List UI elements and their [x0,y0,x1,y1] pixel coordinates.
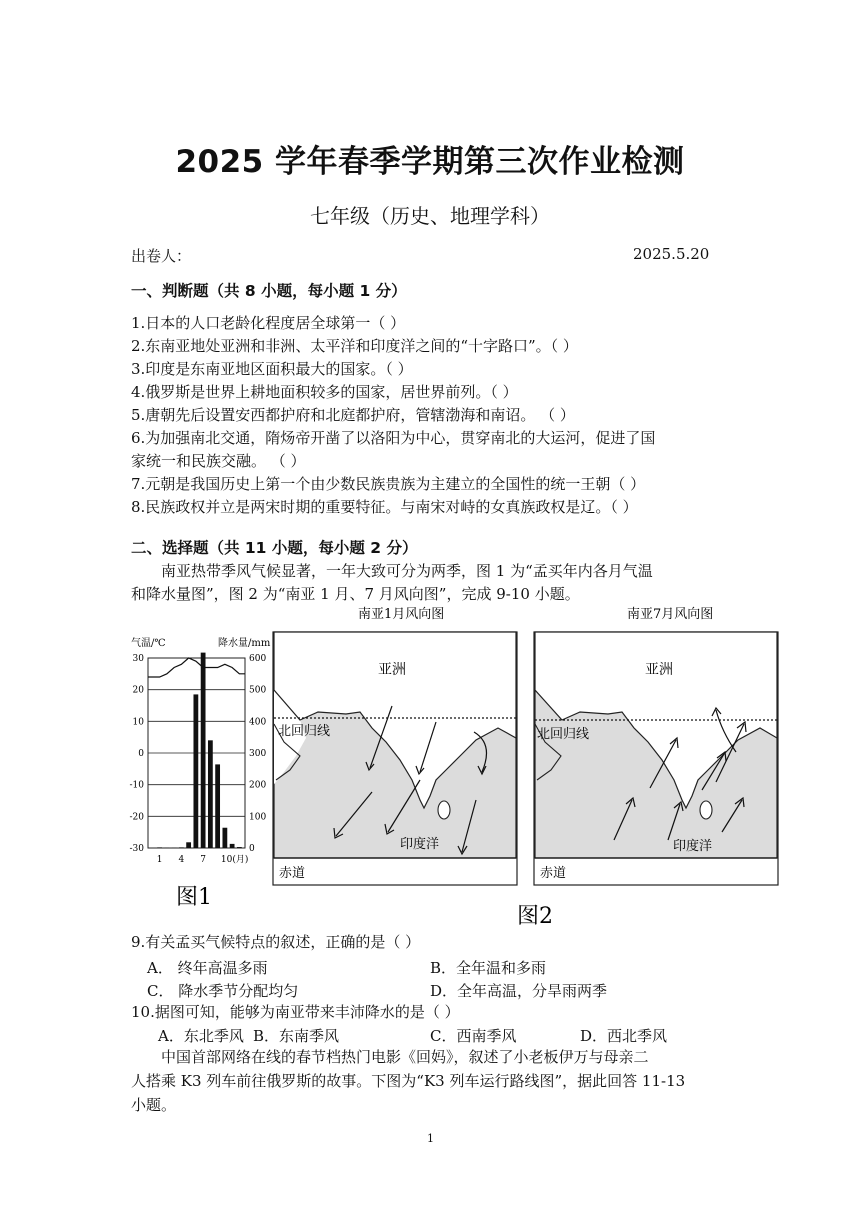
precip-bar [237,847,242,848]
judge-question: 8.民族政权并立是两宋时期的重要特征。与南宋对峙的女真族政权是辽。（ ） [131,498,638,516]
judge-question: 5.唐朝先后设置安西都护府和北庭都护府，管辖渤海和南诏。 （ ） [131,406,575,424]
precip-bar [208,740,213,848]
section1-heading: 一、判断题（共 8 小题，每小题 1 分） [131,282,407,300]
author-label: 出卷人： [131,247,192,265]
section2-heading: 二、选择题（共 11 小题，每小题 2 分） [131,539,418,557]
judge-question: 2.东南亚地处亚洲和非洲、太平洋和印度洋之间的“十字路口”。（ ） [131,337,578,355]
ocean-label: 印度洋 [673,839,713,854]
exam-date: 2025.5.20 [633,245,710,263]
q10-option-d: D．西北季风 [580,1027,668,1045]
left-tick-label: -30 [129,844,144,854]
judge-question: 7.元朝是我国历史上第一个由少数民族贵族为主建立的全国性的统一王朝（ ） [131,475,646,493]
right-axis-title: 降水量/mm [218,638,271,649]
intro-line: 和降水量图”，图 2 为“南亚 1 月、7 月风向图”，完成 9-10 小题。 [131,585,580,603]
q10-option-b: B．东南季风 [253,1027,340,1045]
x-tick-label: 4 [178,855,185,865]
page-title: 2025 学年春季学期第三次作业检测 [175,144,685,180]
q9-option-b: B．全年温和多雨 [430,959,547,977]
precip-bar [230,844,235,848]
right-tick-label: 0 [249,844,255,854]
left-tick-label: 30 [132,654,144,664]
figure2-caption: 图2 [517,904,553,929]
left-tick-label: 0 [138,749,144,759]
precip-bar [215,764,220,848]
climate-and-wind-figures [0,600,860,930]
q10-option-a: A．东北季风 [158,1027,244,1045]
left-tick-label: 20 [132,685,144,696]
precip-bar [186,842,191,848]
asia-label: 亚洲 [645,662,673,678]
page-subtitle: 七年级（历史、地理学科） [310,204,550,228]
right-tick-label: 200 [249,780,267,791]
left-tick-label: 10 [132,717,144,728]
january-wind-map [273,632,517,885]
page-number: 1 [427,1132,434,1145]
precip-bar [157,847,162,848]
sri-lanka [438,801,450,819]
tropic-label: 北回归线 [537,727,590,742]
x-tick-label: 7 [200,855,206,865]
equator-label: 赤道 [540,866,567,881]
right-tick-label: 500 [249,685,267,696]
right-tick-label: 300 [249,749,267,759]
precip-bar [222,828,227,848]
left-tick-label: -20 [129,812,144,823]
figure1-caption: 图1 [176,885,212,910]
intro2-line: 人搭乘 K3 列车前往俄罗斯的故事。下图为“K3 列车运行路线图”，据此回答 11-13 [131,1072,686,1090]
judge-question-continuation: 家统一和民族交融。 （ ） [131,452,306,470]
sri-lanka [700,801,712,819]
precip-bar [179,847,184,848]
x-tick-label: 10(月) [220,855,249,865]
right-tick-label: 400 [249,717,267,728]
jul-map-title: 南亚7月风向图 [627,607,714,622]
jan-map-title: 南亚1月风向图 [358,607,445,622]
left-axis-title: 气温/℃ [131,638,166,649]
judge-question: 3.印度是东南亚地区面积最大的国家。（ ） [131,360,413,378]
intro2-line: 中国首部网络在线的春节档热门电影《回妈》，叙述了小老板伊万与母亲二 [161,1048,649,1066]
temperature-curve [148,658,245,677]
precip-bar [201,653,206,848]
intro-line: 南亚热带季风气候显著，一年大致可分为两季，图 1 为“孟买年内各月气温 [161,562,653,580]
q10-option-c: C．西南季风 [430,1027,517,1045]
ocean-label: 印度洋 [400,837,440,852]
july-wind-map [534,632,778,885]
q9-option-a: A． 终年高温多雨 [147,959,268,977]
right-tick-label: 600 [249,654,267,664]
left-tick-label: -10 [129,780,144,791]
judge-question: 4.俄罗斯是世界上耕地面积较多的国家，居世界前列。（ ） [131,383,518,401]
judge-question: 1.日本的人口老龄化程度居全球第一（ ） [131,314,406,332]
q9-option-c: C． 降水季节分配均匀 [147,982,299,1000]
tropic-label: 北回归线 [278,724,331,739]
mumbai-climate-chart [130,636,271,865]
right-tick-label: 100 [249,812,267,823]
equator-label: 赤道 [279,866,306,881]
precip-bar [193,694,198,848]
q9-option-d: D．全年高温，分旱雨两季 [430,982,608,1000]
question-10-stem: 10.据图可知，能够为南亚带来丰沛降水的是（ ） [131,1003,460,1021]
question-9-stem: 9.有关孟买气候特点的叙述，正确的是（ ） [131,933,421,951]
judge-question: 6.为加强南北交通，隋炀帝开凿了以洛阳为中心，贯穿南北的大运河，促进了国 [131,429,656,447]
x-tick-label: 1 [156,855,163,865]
intro2-line: 小题。 [131,1096,177,1114]
asia-label: 亚洲 [378,662,406,678]
